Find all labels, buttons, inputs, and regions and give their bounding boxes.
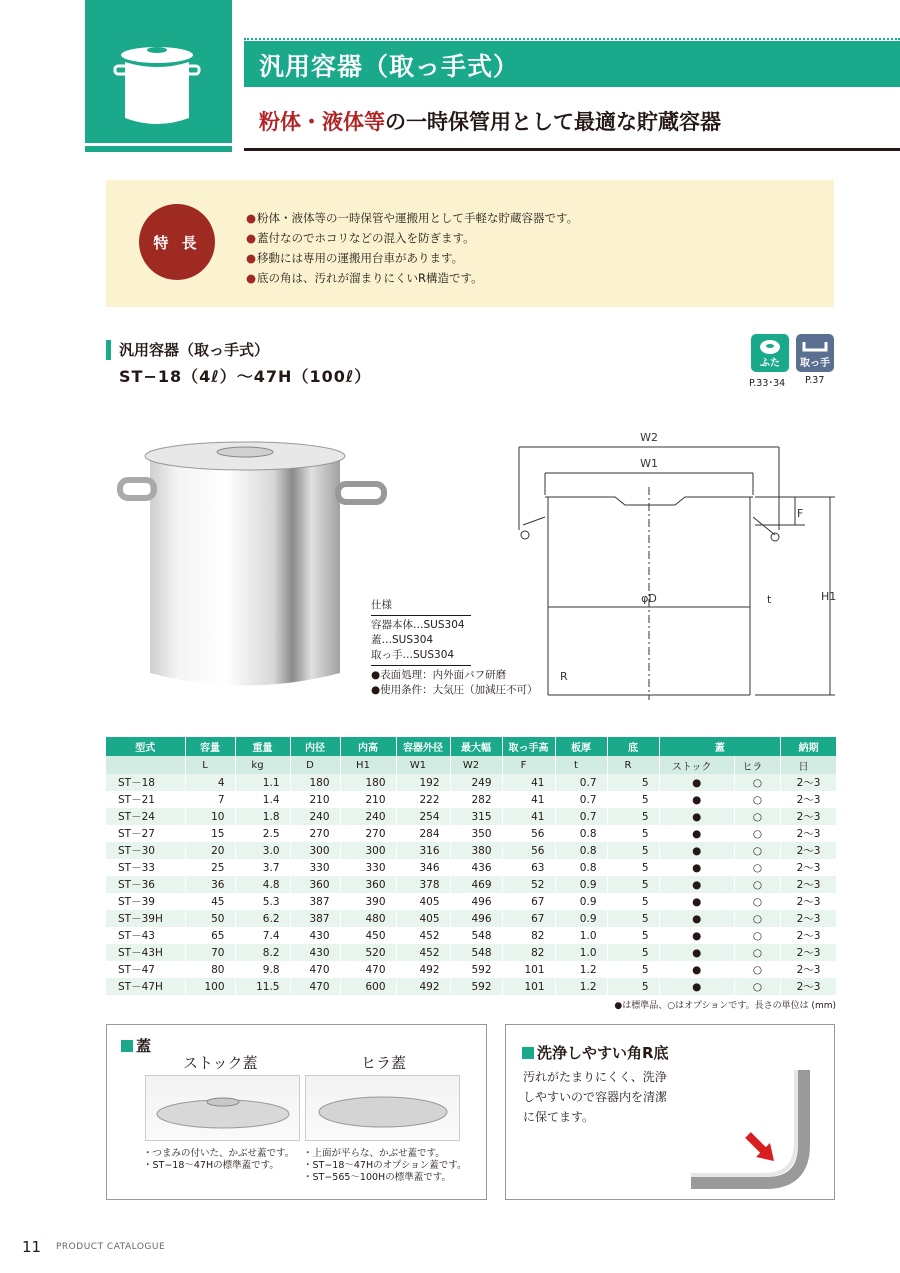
unit-cell: t [555, 756, 607, 774]
table-cell: 469 [450, 876, 502, 893]
spec-note: ●使用条件：大気圧（加減圧不可） [371, 684, 538, 696]
table-row [106, 842, 837, 859]
lid-badge-ref: P.33･34 [749, 378, 786, 389]
dim-h1: H1 [821, 590, 837, 603]
table-cell: 210 [340, 791, 396, 808]
spec-rule [371, 665, 471, 666]
table-cell: 452 [396, 944, 450, 961]
table-cell: ● [659, 859, 734, 876]
spec-line: 取っ手…SUS304 [371, 649, 455, 661]
table-cell: 210 [290, 791, 340, 808]
table-header-row [106, 737, 837, 756]
table-cell: 52 [502, 876, 555, 893]
col-header: 重量 [235, 737, 290, 756]
flat-lid-notes [303, 1148, 467, 1184]
col-header: 蓋 [659, 737, 781, 756]
table-cell: 1.2 [555, 961, 607, 978]
table-cell: 56 [502, 842, 555, 859]
table-cell: 496 [450, 910, 502, 927]
flat-lid-note: ・上面が平らな、かぶせ蓋です。 [303, 1148, 445, 1159]
dim-t: t [767, 593, 772, 606]
table-row [106, 961, 837, 978]
table-cell: ST－47 [106, 961, 185, 978]
table-cell: 430 [290, 927, 340, 944]
table-cell: ○ [734, 978, 780, 995]
table-cell: ○ [734, 944, 780, 961]
table-cell: 1.8 [235, 808, 290, 825]
table-cell: 0.9 [555, 876, 607, 893]
subtitle-highlight: 粉体・液体等 [259, 110, 385, 134]
table-row [106, 825, 837, 842]
dim-f: F [797, 507, 804, 520]
feature-item: ● 粉体・液体等の一時保管や運搬用として手軽な貯蔵容器です。 [246, 208, 578, 228]
r-bottom-line: 汚れがたまりにくく、洗浄 [523, 1070, 667, 1084]
table-cell: 222 [396, 791, 450, 808]
stock-lid-image [145, 1075, 300, 1141]
table-cell: 300 [290, 842, 340, 859]
table-cell: 5 [607, 876, 659, 893]
table-cell: 11.5 [235, 978, 290, 995]
table-cell: 270 [290, 825, 340, 842]
table-cell: 180 [340, 774, 396, 791]
table-cell: 100 [185, 978, 235, 995]
table-cell: ○ [734, 791, 780, 808]
lid-badge[interactable] [751, 334, 789, 372]
table-cell: 315 [450, 808, 502, 825]
table-cell: 7 [185, 791, 235, 808]
unit-cell: L [185, 756, 235, 774]
table-cell: ○ [734, 876, 780, 893]
col-header: 最大幅 [450, 737, 502, 756]
table-cell: ○ [734, 859, 780, 876]
table-cell: 387 [290, 910, 340, 927]
table-row [106, 927, 837, 944]
subtitle-rest: の一時保管用として最適な貯蔵容器 [385, 110, 721, 134]
table-cell: ● [659, 927, 734, 944]
heading-square-icon [121, 1040, 133, 1052]
table-cell: 0.7 [555, 791, 607, 808]
col-header: 型式 [106, 737, 185, 756]
table-cell: 387 [290, 893, 340, 910]
table-cell: ● [659, 944, 734, 961]
table-row [106, 876, 837, 893]
table-cell: ST－27 [106, 825, 185, 842]
table-cell: 2～3 [781, 808, 837, 825]
table-cell: 2～3 [781, 893, 837, 910]
table-cell: 1.0 [555, 927, 607, 944]
unit-cell: ストック [659, 756, 734, 774]
table-cell: 5 [607, 825, 659, 842]
table-cell: 496 [450, 893, 502, 910]
table-cell: ○ [734, 825, 780, 842]
table-cell: 82 [502, 927, 555, 944]
spec-note-text: 表面処理：内外面バフ研磨 [380, 669, 507, 681]
table-cell: 5 [607, 978, 659, 995]
table-cell: ● [659, 808, 734, 825]
lid-badge-label: ふた [760, 358, 780, 369]
product-heading-bar [106, 340, 111, 360]
r-bottom-heading-text: 洗浄しやすい角R底 [537, 1044, 669, 1062]
table-cell: 7.4 [235, 927, 290, 944]
table-cell: 470 [340, 961, 396, 978]
col-header: 容量 [185, 737, 235, 756]
product-code-range: ST−18（4ℓ）〜47H（100ℓ） [119, 367, 372, 386]
lid-box-heading [121, 1035, 151, 1056]
page-caption: PRODUCT CATALOGUE [56, 1242, 166, 1252]
table-cell: 2～3 [781, 978, 837, 995]
table-cell: 330 [340, 859, 396, 876]
table-cell: ● [659, 910, 734, 927]
table-note: ●は標準品、○はオプションです。長さの単位は (mm) [614, 1001, 836, 1011]
table-cell: 284 [396, 825, 450, 842]
table-row [106, 978, 837, 995]
table-cell: 5.3 [235, 893, 290, 910]
table-cell: 3.0 [235, 842, 290, 859]
table-cell: ○ [734, 927, 780, 944]
table-row [106, 774, 837, 791]
table-cell: 67 [502, 910, 555, 927]
table-cell: 254 [396, 808, 450, 825]
table-cell: 4 [185, 774, 235, 791]
table-cell: 2.5 [235, 825, 290, 842]
table-cell: 592 [450, 978, 502, 995]
table-cell: ○ [734, 961, 780, 978]
table-cell: 5 [607, 944, 659, 961]
table-cell: ST－39 [106, 893, 185, 910]
table-cell: 1.1 [235, 774, 290, 791]
r-bottom-text [523, 1067, 667, 1127]
col-header: 内高 [340, 737, 396, 756]
table-cell: 330 [290, 859, 340, 876]
table-cell: 520 [340, 944, 396, 961]
table-cell: 2～3 [781, 961, 837, 978]
table-cell: 2～3 [781, 825, 837, 842]
stock-lid-note: ・つまみの付いた、かぶせ蓋です。 [143, 1148, 295, 1159]
title-dotted-rule [244, 38, 900, 40]
header-rule [244, 148, 900, 151]
table-cell: 2～3 [781, 859, 837, 876]
table-cell: 450 [340, 927, 396, 944]
handle-badge-ref: P.37 [805, 375, 825, 386]
table-cell: 101 [502, 978, 555, 995]
table-cell: ● [659, 774, 734, 791]
table-cell: 70 [185, 944, 235, 961]
table-cell: 8.2 [235, 944, 290, 961]
table-cell: ● [659, 961, 734, 978]
col-header: 底 [607, 737, 659, 756]
col-header: 内径 [290, 737, 340, 756]
table-cell: ST－43 [106, 927, 185, 944]
table-cell: 41 [502, 791, 555, 808]
table-cell: 1.4 [235, 791, 290, 808]
product-name: 汎用容器（取っ手式） [119, 341, 270, 359]
table-cell: 1.2 [555, 978, 607, 995]
unit-cell: W2 [450, 756, 502, 774]
spec-note-text: 使用条件：大気圧（加減圧不可） [380, 684, 538, 696]
table-cell: 0.7 [555, 774, 607, 791]
spec-note: ●表面処理：内外面バフ研磨 [371, 669, 507, 681]
table-cell: ST－33 [106, 859, 185, 876]
unit-cell: R [607, 756, 659, 774]
table-cell: 470 [290, 978, 340, 995]
page-number: 11 [22, 1238, 42, 1256]
table-cell: 2～3 [781, 791, 837, 808]
table-cell: 3.7 [235, 859, 290, 876]
table-row [106, 791, 837, 808]
features-list [246, 208, 578, 288]
table-cell: 378 [396, 876, 450, 893]
unit-cell: D [290, 756, 340, 774]
table-cell: ST－43H [106, 944, 185, 961]
table-row [106, 944, 837, 961]
table-cell: ST－47H [106, 978, 185, 995]
table-cell: 492 [396, 961, 450, 978]
table-cell: 5 [607, 859, 659, 876]
heading-square-icon [522, 1047, 534, 1059]
table-cell: 380 [450, 842, 502, 859]
table-cell: 282 [450, 791, 502, 808]
col-header: 取っ手高 [502, 737, 555, 756]
table-cell: 2～3 [781, 876, 837, 893]
table-cell: 300 [340, 842, 396, 859]
table-cell: 2～3 [781, 774, 837, 791]
table-cell: 80 [185, 961, 235, 978]
table-cell: 101 [502, 961, 555, 978]
header-icon-box [85, 0, 232, 143]
flat-lid-image [305, 1075, 460, 1141]
table-cell: 180 [290, 774, 340, 791]
table-cell: 0.8 [555, 842, 607, 859]
table-cell: 5 [607, 774, 659, 791]
lid-box-heading-text: 蓋 [136, 1037, 152, 1055]
table-cell: ● [659, 978, 734, 995]
table-cell: ST－30 [106, 842, 185, 859]
table-row [106, 859, 837, 876]
spec-line: 蓋…SUS304 [371, 634, 434, 646]
table-units-row [106, 756, 837, 774]
red-arrow-icon [748, 1135, 774, 1161]
container-icon [85, 0, 232, 143]
table-cell: 36 [185, 876, 235, 893]
spec-title: 仕様 [371, 599, 392, 611]
table-cell: 405 [396, 893, 450, 910]
page-subtitle [259, 106, 721, 136]
unit-cell: H1 [340, 756, 396, 774]
col-header: 容器外径 [396, 737, 450, 756]
dim-w2: W2 [640, 431, 658, 444]
col-header: 板厚 [555, 737, 607, 756]
table-cell: 5 [607, 808, 659, 825]
table-cell: 240 [340, 808, 396, 825]
stock-lid-label: ストック蓋 [183, 1054, 258, 1072]
unit-cell: W1 [396, 756, 450, 774]
r-bottom-box [505, 1024, 835, 1200]
feature-item: ● 底の角は、汚れが溜まりにくいR構造です。 [246, 268, 578, 288]
table-cell: 1.0 [555, 944, 607, 961]
unit-cell [106, 756, 185, 774]
features-badge: 特 長 [139, 204, 215, 280]
table-cell: 548 [450, 927, 502, 944]
table-cell: 350 [450, 825, 502, 842]
table-cell: 2～3 [781, 910, 837, 927]
table-cell: 192 [396, 774, 450, 791]
feature-item: ● 蓋付なのでホコリなどの混入を防ぎます。 [246, 228, 578, 248]
table-cell: 2～3 [781, 927, 837, 944]
table-cell: 82 [502, 944, 555, 961]
table-cell: 15 [185, 825, 235, 842]
stock-lid-note: ・ST−18〜47Hの標準蓋です。 [143, 1160, 279, 1171]
table-cell: ○ [734, 774, 780, 791]
table-cell: ST－36 [106, 876, 185, 893]
table-cell: ○ [734, 910, 780, 927]
table-cell: 240 [290, 808, 340, 825]
unit-cell: 日 [781, 756, 837, 774]
table-cell: 67 [502, 893, 555, 910]
handle-badge[interactable] [796, 334, 834, 372]
table-cell: 360 [290, 876, 340, 893]
table-cell: ST－21 [106, 791, 185, 808]
table-cell: 20 [185, 842, 235, 859]
table-cell: 492 [396, 978, 450, 995]
table-cell: 0.8 [555, 825, 607, 842]
table-cell: 270 [340, 825, 396, 842]
table-cell: 600 [340, 978, 396, 995]
table-row [106, 893, 837, 910]
r-bottom-heading [522, 1042, 669, 1063]
col-header: 納期 [781, 737, 837, 756]
table-cell: ● [659, 842, 734, 859]
dim-w1: W1 [640, 457, 658, 470]
table-cell: ST－39H [106, 910, 185, 927]
spec-rule [371, 615, 471, 616]
table-cell: 10 [185, 808, 235, 825]
table-cell: 5 [607, 893, 659, 910]
table-cell: ○ [734, 893, 780, 910]
table-cell: 5 [607, 910, 659, 927]
table-cell: 470 [290, 961, 340, 978]
table-cell: 405 [396, 910, 450, 927]
table-cell: ● [659, 876, 734, 893]
lid-box [106, 1024, 487, 1200]
table-cell: 480 [340, 910, 396, 927]
table-cell: 436 [450, 859, 502, 876]
table-cell: 5 [607, 927, 659, 944]
table-cell: 5 [607, 791, 659, 808]
table-cell: ● [659, 791, 734, 808]
r-bottom-line: に保てます。 [523, 1110, 595, 1124]
table-cell: ● [659, 825, 734, 842]
table-cell: 4.8 [235, 876, 290, 893]
unit-cell: ヒラ [734, 756, 780, 774]
table-cell: 390 [340, 893, 396, 910]
table-row [106, 910, 837, 927]
table-cell: 56 [502, 825, 555, 842]
table-cell: 6.2 [235, 910, 290, 927]
table-cell: ST－18 [106, 774, 185, 791]
table-cell: 65 [185, 927, 235, 944]
table-cell: 5 [607, 842, 659, 859]
table-cell: 0.9 [555, 910, 607, 927]
table-row [106, 808, 837, 825]
unit-cell: F [502, 756, 555, 774]
table-cell: 63 [502, 859, 555, 876]
r-bottom-line: しやすいので容器内を清潔 [523, 1090, 668, 1104]
table-cell: 249 [450, 774, 502, 791]
table-cell: 316 [396, 842, 450, 859]
flat-lid-note: ・ST−18〜47Hのオプション蓋です。 [303, 1160, 467, 1171]
dimension-diagram [505, 425, 840, 705]
header-icon-underline [85, 146, 232, 152]
flat-lid-note: ・ST−565〜100Hの標準蓋です。 [303, 1172, 451, 1183]
r-bottom-image [686, 1065, 816, 1195]
table-cell: 41 [502, 774, 555, 791]
spec-line: 容器本体…SUS304 [371, 619, 465, 631]
dim-r: R [560, 670, 568, 683]
feature-item: ● 移動には専用の運搬用台車があります。 [246, 248, 578, 268]
table-cell: 5 [607, 961, 659, 978]
table-cell: 0.9 [555, 893, 607, 910]
table-cell: 0.7 [555, 808, 607, 825]
dim-d: φD [641, 592, 657, 605]
product-photo [110, 428, 400, 693]
handle-badge-label: 取っ手 [800, 358, 830, 369]
table-cell: 9.8 [235, 961, 290, 978]
page-title: 汎用容器（取っ手式） [259, 52, 520, 81]
table-cell: 50 [185, 910, 235, 927]
table-cell: ○ [734, 808, 780, 825]
table-cell: 41 [502, 808, 555, 825]
table-cell: 2～3 [781, 842, 837, 859]
spec-table [106, 737, 837, 995]
unit-cell: kg [235, 756, 290, 774]
table-cell: 45 [185, 893, 235, 910]
stock-lid-notes [143, 1148, 294, 1172]
table-cell: ● [659, 893, 734, 910]
table-cell: 360 [340, 876, 396, 893]
table-cell: 2～3 [781, 944, 837, 961]
table-cell: ○ [734, 842, 780, 859]
table-cell: 346 [396, 859, 450, 876]
flat-lid-label: ヒラ蓋 [361, 1054, 407, 1072]
table-cell: 430 [290, 944, 340, 961]
table-cell: 452 [396, 927, 450, 944]
table-cell: 548 [450, 944, 502, 961]
table-cell: 0.8 [555, 859, 607, 876]
table-cell: 25 [185, 859, 235, 876]
table-cell: ST－24 [106, 808, 185, 825]
table-cell: 592 [450, 961, 502, 978]
